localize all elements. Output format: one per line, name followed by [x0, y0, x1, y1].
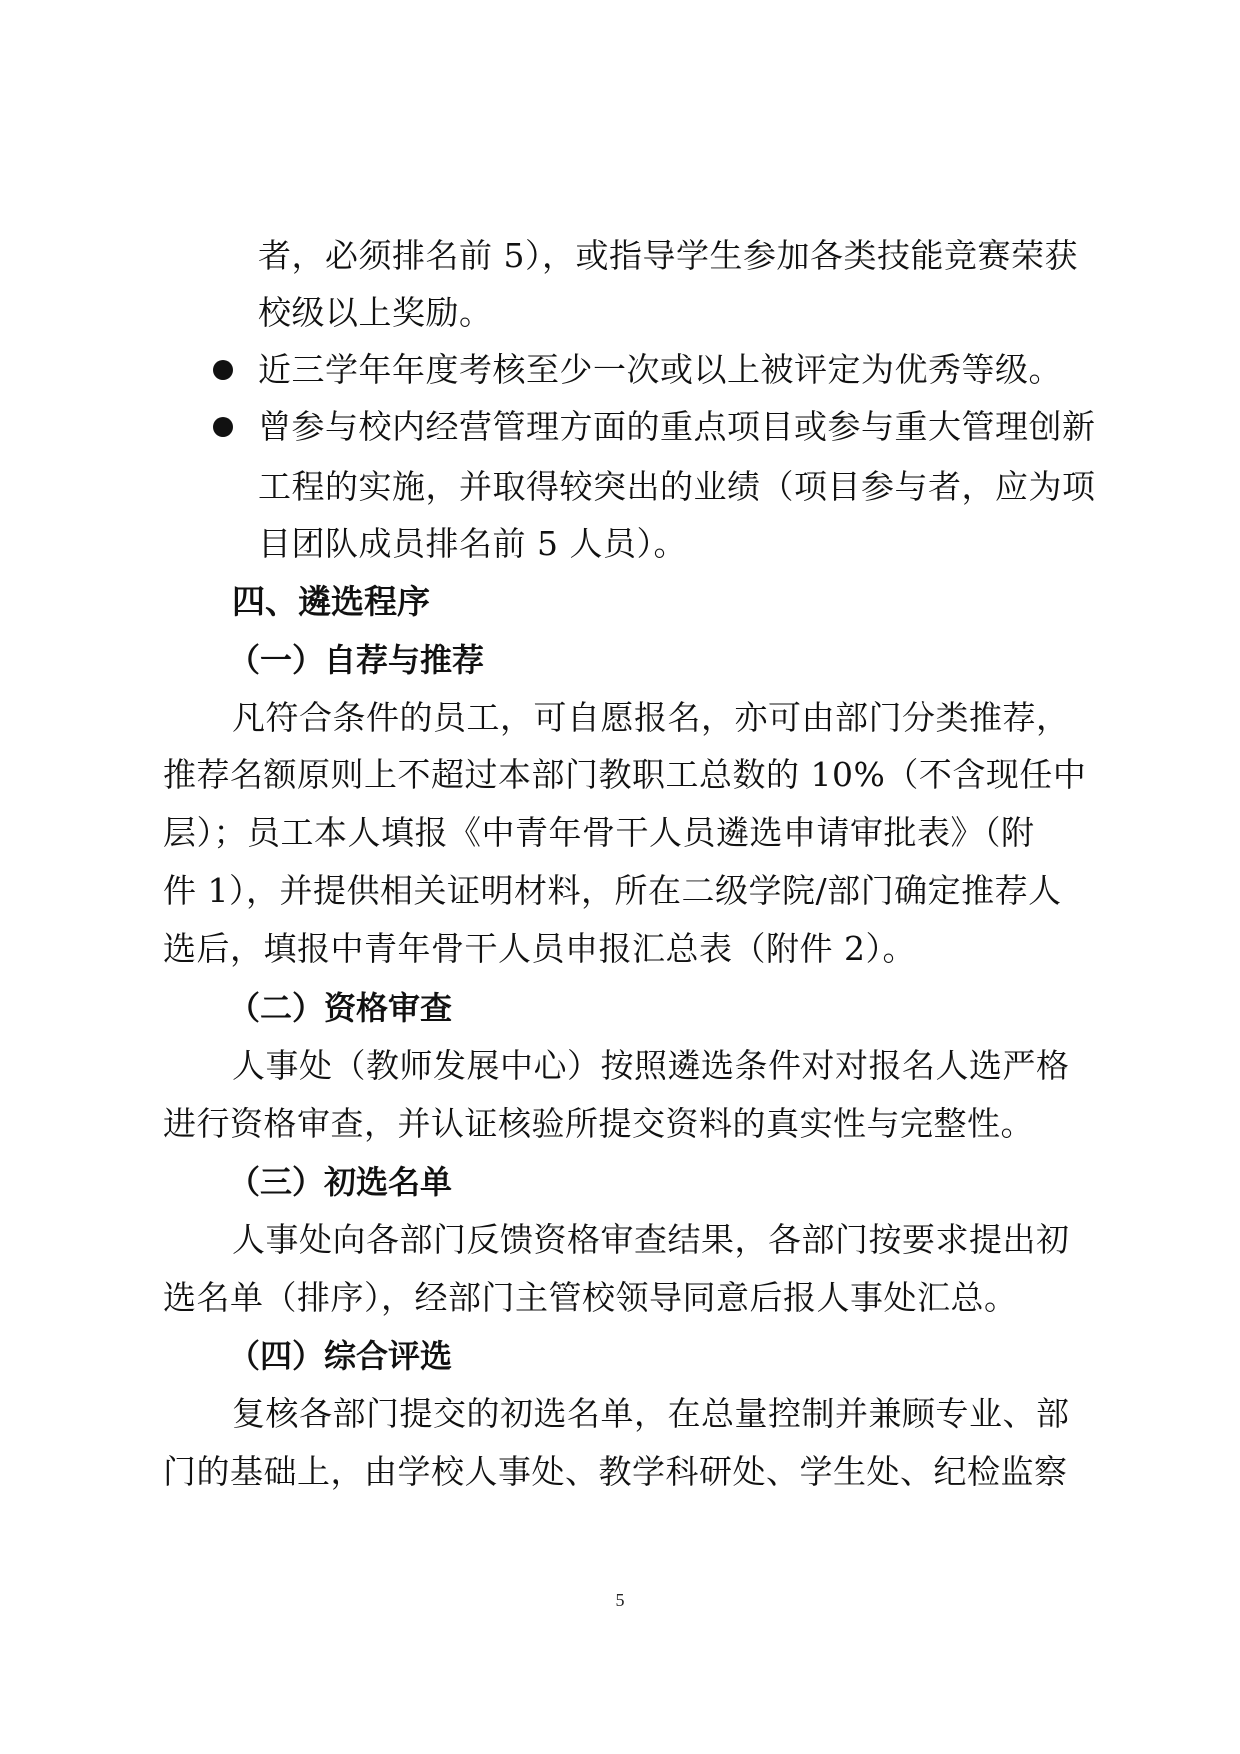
body-line: 件 1），并提供相关证明材料，所在二级学院/部门确定推荐人 [163, 871, 1062, 910]
body-line: 选名单（排序），经部门主管校领导同意后报人事处汇总。 [163, 1278, 1018, 1317]
section-heading: 四、遴选程序 [232, 582, 430, 621]
body-line: 选后，填报中青年骨干人员申报汇总表（附件 2）。 [163, 929, 916, 968]
body-line: 凡符合条件的员工，可自愿报名，亦可由部门分类推荐， [232, 698, 1070, 737]
bullet-line: 工程的实施，并取得较突出的业绩（项目参与者，应为项 [258, 467, 1096, 506]
subsection-heading: （一）自荐与推荐 [228, 641, 485, 679]
bullet-icon [213, 417, 233, 437]
bullet-line: 曾参与校内经营管理方面的重点项目或参与重大管理创新 [258, 407, 1096, 446]
body-line: 复核各部门提交的初选名单，在总量控制并兼顾专业、部 [232, 1394, 1070, 1433]
body-line: 层）；员工本人填报《中青年骨干人员遴选申请审批表》（附 [163, 813, 1035, 852]
body-line: 人事处（教师发展中心）按照遴选条件对对报名人选严格 [232, 1046, 1070, 1085]
body-line: 校级以上奖励。 [258, 293, 493, 332]
body-line: 推荐名额原则上不超过本部门教职工总数的 10%（不含现任中 [163, 755, 1087, 794]
body-line: 人事处向各部门反馈资格审查结果，各部门按要求提出初 [232, 1220, 1070, 1259]
body-line: 门的基础上，由学校人事处、教学科研处、学生处、纪检监察 [163, 1452, 1068, 1491]
bullet-icon [213, 360, 233, 380]
subsection-heading: （三）初选名单 [228, 1163, 453, 1201]
bullet-line: 目团队成员排名前 5 人员）。 [258, 524, 687, 563]
body-line: 进行资格审查，并认证核验所提交资料的真实性与完整性。 [163, 1104, 1034, 1143]
page-number: 5 [615, 1590, 625, 1610]
subsection-heading: （二）资格审查 [228, 989, 453, 1027]
subsection-heading: （四）综合评选 [228, 1337, 453, 1375]
bullet-line: 近三学年年度考核至少一次或以上被评定为优秀等级。 [258, 350, 1062, 389]
body-line: 者，必须排名前 5），或指导学生参加各类技能竞赛荣获 [258, 236, 1078, 275]
